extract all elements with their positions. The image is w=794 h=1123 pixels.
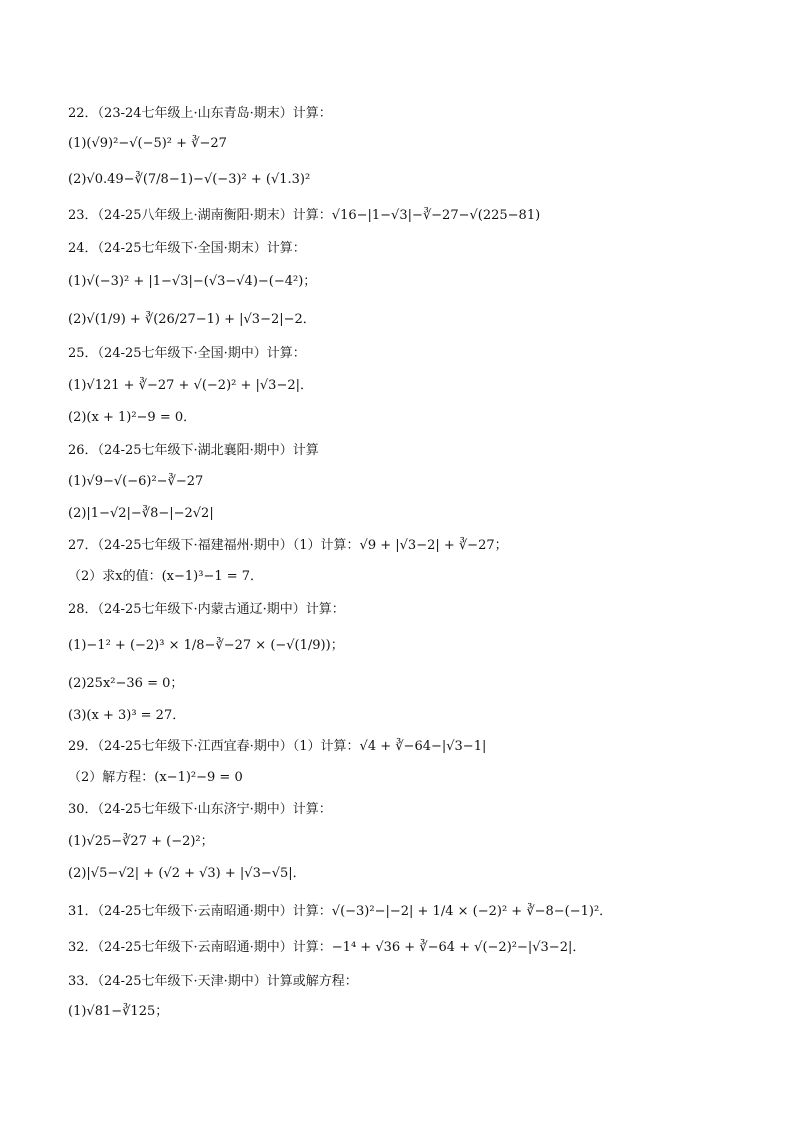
problem-32: 32．（24-25七年级下·云南昭通·期中）计算：−1⁴ + √36 + ∛−64 + √(−2)²−|√3−2|．	[68, 940, 586, 955]
problem-25-header: 25．（24-25七年级下·全国·期中）计算：	[68, 346, 306, 361]
problem-25-part-1: (1)√121 + ∛−27 + √(−2)² + |√3−2|．	[68, 378, 313, 393]
problem-22-part-1: (1)(√9)²−√(−5)² + ∛−27	[68, 136, 227, 151]
problem-28-header: 28．（24-25七年级下·内蒙古通辽·期中）计算：	[68, 602, 345, 617]
problem-29-part-1: 29．（24-25七年级下·江西宜春·期中）（1）计算：√4 + ∛−64−|√3−1|	[68, 739, 487, 754]
problem-30-part-1: (1)√25−∛27 + (−2)²；	[68, 834, 214, 849]
problem-31: 31．（24-25七年级下·云南昭通·期中）计算：√(−3)²−|−2| + 1/4 × (−2)² + ∛−8−(−1)²．	[68, 904, 613, 919]
problem-28-part-3: (3)(x + 3)³ = 27．	[68, 708, 186, 723]
problem-26-part-2: (2)|1−√2|−∛8−|−2√2|	[68, 506, 214, 521]
problem-24-header: 24．（24-25七年级下·全国·期末）计算：	[68, 241, 306, 256]
problem-24-part-1: (1)√(−3)² + |1−√3|−(√3−√4)−(−4²)；	[68, 274, 317, 289]
problem-29-part-2: （2）解方程：(x−1)²−9 = 0	[68, 770, 243, 785]
problem-24-part-2: (2)√(1/9) + ∛(26/27−1) + |√3−2|−2．	[68, 312, 316, 327]
problem-25-part-2: (2)(x + 1)²−9 = 0．	[68, 410, 197, 425]
problem-27-part-1: 27．（24-25七年级下·福建福州·期中）（1）计算：√9 + |√3−2| + ∛−27；	[68, 538, 508, 553]
problem-22-header: 22．（23-24七年级上·山东青岛·期末）计算：	[68, 106, 332, 121]
problem-26-part-1: (1)√9−√(−6)²−∛−27	[68, 474, 204, 489]
problem-30-header: 30．（24-25七年级下·山东济宁·期中）计算：	[68, 802, 332, 817]
problem-28-part-1: (1)−1² + (−2)³ × 1/8−∛−27 × (−√(1/9))；	[68, 638, 344, 653]
problem-30-part-2: (2)|√5−√2| + (√2 + √3) + |√3−√5|．	[68, 866, 306, 881]
problem-26-header: 26．（24-25七年级下·湖北襄阳·期中）计算	[68, 443, 319, 458]
problem-28-part-2: (2)25x²−36 = 0；	[68, 676, 184, 691]
problem-23: 23．（24-25八年级上·湖南衡阳·期末）计算：√16−|1−√3|−∛−27−√(225−81)	[68, 208, 541, 223]
problem-22-part-2: (2)√0.49−∛(7/8−1)−√(−3)² + (√1.3)²	[68, 172, 311, 187]
problem-33-part-1: (1)√81−∛125；	[68, 1004, 169, 1019]
problem-33-header: 33．（24-25七年级下·天津·期中）计算或解方程：	[68, 974, 358, 989]
problem-27-part-2: （2）求x的值：(x−1)³−1 = 7．	[68, 569, 264, 584]
